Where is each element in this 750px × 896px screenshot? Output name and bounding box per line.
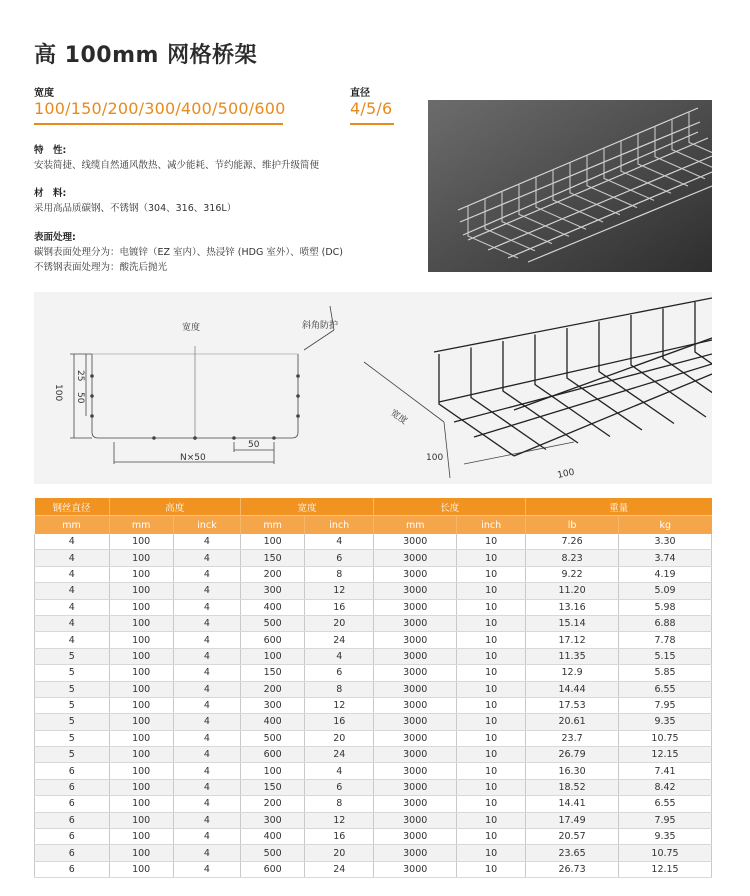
table-cell: 3.30 [619,534,712,550]
table-row [35,796,712,812]
header-wire-diameter: 钢丝直径 [35,498,110,516]
diameter-values: 4/5/6 [350,99,393,118]
table-cell: 3000 [374,632,457,648]
table-cell: 100 [109,747,173,763]
unit-header: inck [173,516,240,535]
features-label: 特 性: [34,145,67,156]
table-cell: 600 [241,861,305,877]
table-cell: 17.49 [526,812,619,828]
table-cell: 100 [109,550,173,566]
surface-label: 表面处理: [34,232,76,243]
table-cell: 20.57 [526,829,619,845]
table-cell: 23.7 [526,730,619,746]
table-cell: 16 [305,829,374,845]
table-cell: 3000 [374,763,457,779]
table-cell: 100 [109,730,173,746]
table-row [35,697,712,713]
table-cell: 6 [35,845,110,861]
table-cell: 400 [241,829,305,845]
table-cell: 4 [173,812,240,828]
table-row [35,665,712,681]
table-cell: 150 [241,779,305,795]
header-weight: 重量 [526,498,712,516]
features-section [34,143,319,173]
table-cell: 10 [457,697,526,713]
surface-line1: 碳钢表面处理分为：电镀锌（EZ 室内）、热浸锌 (HDG 室外）、喷塑 (DC) [34,247,343,258]
table-cell: 4 [35,534,110,550]
table-cell: 8.23 [526,550,619,566]
table-cell: 4 [173,747,240,763]
table-cell: 23.65 [526,845,619,861]
table-cell: 3000 [374,534,457,550]
table-cell: 5.09 [619,583,712,599]
table-cell: 4 [35,583,110,599]
table-cell: 6.55 [619,681,712,697]
table-cell: 4 [173,796,240,812]
table-cell: 600 [241,747,305,763]
table-cell: 10 [457,583,526,599]
table-cell: 16 [305,714,374,730]
table-cell: 10.75 [619,845,712,861]
diagram-dim-25: 25 [75,370,85,382]
table-cell: 100 [109,714,173,730]
table-cell: 10 [457,779,526,795]
table-row [35,747,712,763]
table-cell: 3.74 [619,550,712,566]
table-cell: 4 [173,714,240,730]
unit-header: mm [109,516,173,535]
table-cell: 100 [109,648,173,664]
table-cell: 4 [173,763,240,779]
table-cell: 7.95 [619,697,712,713]
table-cell: 10 [457,714,526,730]
table-cell: 4 [173,861,240,877]
iso-wire [663,309,712,411]
table-cell: 500 [241,730,305,746]
diagram-width-label: 宽度 [182,323,201,333]
table-row [35,648,712,664]
iso-wire [695,302,712,404]
table-cell: 10 [457,730,526,746]
table-cell: 10.75 [619,730,712,746]
table-cell: 24 [305,632,374,648]
table-cell: 4 [173,615,240,631]
table-cell: 5 [35,697,110,713]
table-cell: 6 [305,779,374,795]
table-row [35,566,712,582]
table-row [35,550,712,566]
table-cell: 12 [305,697,374,713]
table-cell: 500 [241,845,305,861]
header-height: 高度 [109,498,241,516]
diameter-underline [350,123,394,125]
table-cell: 5.15 [619,648,712,664]
table-cell: 6.88 [619,615,712,631]
table-cell: 16.30 [526,763,619,779]
iso-width-100: 100 [556,467,576,481]
iso-width-label: 宽度 [388,408,409,427]
table-cell: 10 [457,681,526,697]
width-underline [34,123,283,125]
table-cell: 300 [241,812,305,828]
table-cell: 150 [241,665,305,681]
table-cell: 4 [173,599,240,615]
table-cell: 6 [35,829,110,845]
table-cell: 150 [241,550,305,566]
table-cell: 4 [35,632,110,648]
table-cell: 5 [35,747,110,763]
table-cell: 300 [241,583,305,599]
table-cell: 4 [173,534,240,550]
table-cell: 100 [109,566,173,582]
table-cell: 5.98 [619,599,712,615]
table-cell: 11.20 [526,583,619,599]
table-cell: 4 [35,550,110,566]
table-cell: 3000 [374,845,457,861]
table-cell: 4 [173,681,240,697]
table-cell: 100 [109,812,173,828]
table-cell: 100 [241,763,305,779]
table-cell: 4 [35,566,110,582]
table-cell: 12.9 [526,665,619,681]
table-cell: 26.73 [526,861,619,877]
table-cell: 17.53 [526,697,619,713]
table-header-row-1 [35,498,712,516]
surface-line2: 不锈钢表面处理为：酸洗后抛光 [34,262,168,273]
table-cell: 100 [109,779,173,795]
table-cell: 3000 [374,796,457,812]
table-cell: 4 [173,845,240,861]
table-cell: 100 [109,615,173,631]
table-cell: 100 [109,697,173,713]
table-cell: 10 [457,566,526,582]
table-cell: 8 [305,566,374,582]
table-cell: 100 [109,599,173,615]
table-cell: 20 [305,730,374,746]
table-cell: 200 [241,796,305,812]
table-cell: 3000 [374,829,457,845]
material-label: 材 料: [34,188,67,199]
table-cell: 9.35 [619,829,712,845]
table-cell: 4 [305,763,374,779]
width-label: 宽度 [34,88,54,99]
table-cell: 3000 [374,583,457,599]
table-cell: 100 [109,763,173,779]
table-cell: 10 [457,763,526,779]
table-cell: 10 [457,845,526,861]
surface-section [34,230,343,275]
table-cell: 6 [35,796,110,812]
table-cell: 100 [241,648,305,664]
table-cell: 200 [241,566,305,582]
table-cell: 10 [457,648,526,664]
table-cell: 4 [173,829,240,845]
table-cell: 5.85 [619,665,712,681]
table-cell: 3000 [374,615,457,631]
table-cell: 4 [173,632,240,648]
table-cell: 6 [35,779,110,795]
table-cell: 18.52 [526,779,619,795]
table-row [35,714,712,730]
unit-header: lb [526,516,619,535]
table-cell: 10 [457,632,526,648]
table-cell: 100 [109,534,173,550]
table-row [35,681,712,697]
table-cell: 5 [35,648,110,664]
table-cell: 4 [173,566,240,582]
table-cell: 4 [305,534,374,550]
table-cell: 400 [241,599,305,615]
table-cell: 4 [305,648,374,664]
iso-height-100: 100 [426,453,444,463]
material-section [34,186,236,216]
table-cell: 5 [35,681,110,697]
table-cell: 3000 [374,812,457,828]
table-cell: 3000 [374,697,457,713]
table-cell: 10 [457,747,526,763]
diagram-dim-50-horizontal: 50 [248,440,260,450]
diagram-dim-100-vertical: 100 [53,384,63,402]
table-cell: 12 [305,812,374,828]
table-cell: 5 [35,665,110,681]
features-text: 安装简捷、线缆自然通风散热、减少能耗、节约能源、维护升级简便 [34,160,320,171]
table-cell: 200 [241,681,305,697]
material-text: 采用高品质碳钢、不锈钢（304、316、316L） [34,203,237,214]
table-row [35,812,712,828]
table-cell: 100 [109,845,173,861]
table-cell: 9.35 [619,714,712,730]
table-row [35,615,712,631]
table-cell: 14.41 [526,796,619,812]
table-cell: 10 [457,796,526,812]
table-row [35,845,712,861]
table-cell: 3000 [374,861,457,877]
table-cell: 3000 [374,648,457,664]
table-cell: 12 [305,583,374,599]
table-cell: 17.12 [526,632,619,648]
diagram-bevel-label: 斜角防护 [302,321,339,331]
table-row [35,763,712,779]
table-cell: 10 [457,812,526,828]
table-cell: 5 [35,714,110,730]
table-row [35,583,712,599]
table-row [35,632,712,648]
table-cell: 9.22 [526,566,619,582]
table-cell: 20 [305,615,374,631]
table-cell: 4.19 [619,566,712,582]
table-cell: 15.14 [526,615,619,631]
header-length: 长度 [374,498,526,516]
table-cell: 100 [109,632,173,648]
unit-header: mm [241,516,305,535]
table-cell: 26.79 [526,747,619,763]
width-values: 100/150/200/300/400/500/600 [34,99,286,118]
table-cell: 6 [35,861,110,877]
table-cell: 12.15 [619,747,712,763]
table-cell: 3000 [374,599,457,615]
spec-table [34,498,712,878]
table-cell: 3000 [374,779,457,795]
table-cell: 300 [241,697,305,713]
table-cell: 20.61 [526,714,619,730]
table-cell: 3000 [374,665,457,681]
product-photo [428,100,712,272]
table-cell: 14.44 [526,681,619,697]
technical-drawing [34,292,712,484]
table-row [35,730,712,746]
unit-header: mm [35,516,110,535]
table-cell: 10 [457,599,526,615]
table-cell: 13.16 [526,599,619,615]
table-cell: 3000 [374,681,457,697]
table-cell: 100 [109,861,173,877]
table-cell: 10 [457,550,526,566]
table-cell: 11.35 [526,648,619,664]
diameter-label: 直径 [350,88,370,99]
table-cell: 16 [305,599,374,615]
table-cell: 8 [305,796,374,812]
table-header-row-2 [35,516,712,535]
table-cell: 100 [241,534,305,550]
table-cell: 600 [241,632,305,648]
table-cell: 7.78 [619,632,712,648]
table-cell: 24 [305,861,374,877]
page-title: 高 100mm 网格桥架 [34,43,258,68]
table-cell: 12.15 [619,861,712,877]
header-width: 宽度 [241,498,374,516]
table-cell: 7.95 [619,812,712,828]
table-cell: 4 [35,599,110,615]
table-cell: 10 [457,829,526,845]
table-cell: 100 [109,796,173,812]
table-cell: 6 [35,812,110,828]
table-cell: 10 [457,534,526,550]
table-cell: 7.41 [619,763,712,779]
table-cell: 100 [109,829,173,845]
diagram-dim-50-vertical: 50 [75,392,85,404]
table-cell: 4 [173,697,240,713]
table-cell: 10 [457,861,526,877]
table-row [35,861,712,877]
table-cell: 100 [109,681,173,697]
table-cell: 10 [457,615,526,631]
unit-header: kg [619,516,712,535]
table-cell: 6 [35,763,110,779]
table-cell: 4 [35,615,110,631]
table-cell: 3000 [374,714,457,730]
table-cell: 400 [241,714,305,730]
diagram-dim-nx50: N×50 [180,453,206,463]
table-row [35,779,712,795]
unit-header: mm [374,516,457,535]
table-row [35,534,712,550]
table-cell: 4 [173,665,240,681]
table-row [35,599,712,615]
table-cell: 8 [305,681,374,697]
table-cell: 4 [173,550,240,566]
table-cell: 6 [305,550,374,566]
table-cell: 20 [305,845,374,861]
table-cell: 8.42 [619,779,712,795]
table-cell: 3000 [374,550,457,566]
table-cell: 3000 [374,566,457,582]
unit-header: inch [305,516,374,535]
table-cell: 4 [173,648,240,664]
table-cell: 4 [173,583,240,599]
table-cell: 4 [173,730,240,746]
table-cell: 3000 [374,747,457,763]
table-cell: 3000 [374,730,457,746]
table-cell: 6.55 [619,796,712,812]
table-cell: 6 [305,665,374,681]
table-cell: 100 [109,665,173,681]
table-cell: 7.26 [526,534,619,550]
unit-header: inch [457,516,526,535]
table-cell: 4 [173,779,240,795]
table-cell: 500 [241,615,305,631]
table-row [35,829,712,845]
table-cell: 24 [305,747,374,763]
table-cell: 5 [35,730,110,746]
table-cell: 10 [457,665,526,681]
table-cell: 100 [109,583,173,599]
